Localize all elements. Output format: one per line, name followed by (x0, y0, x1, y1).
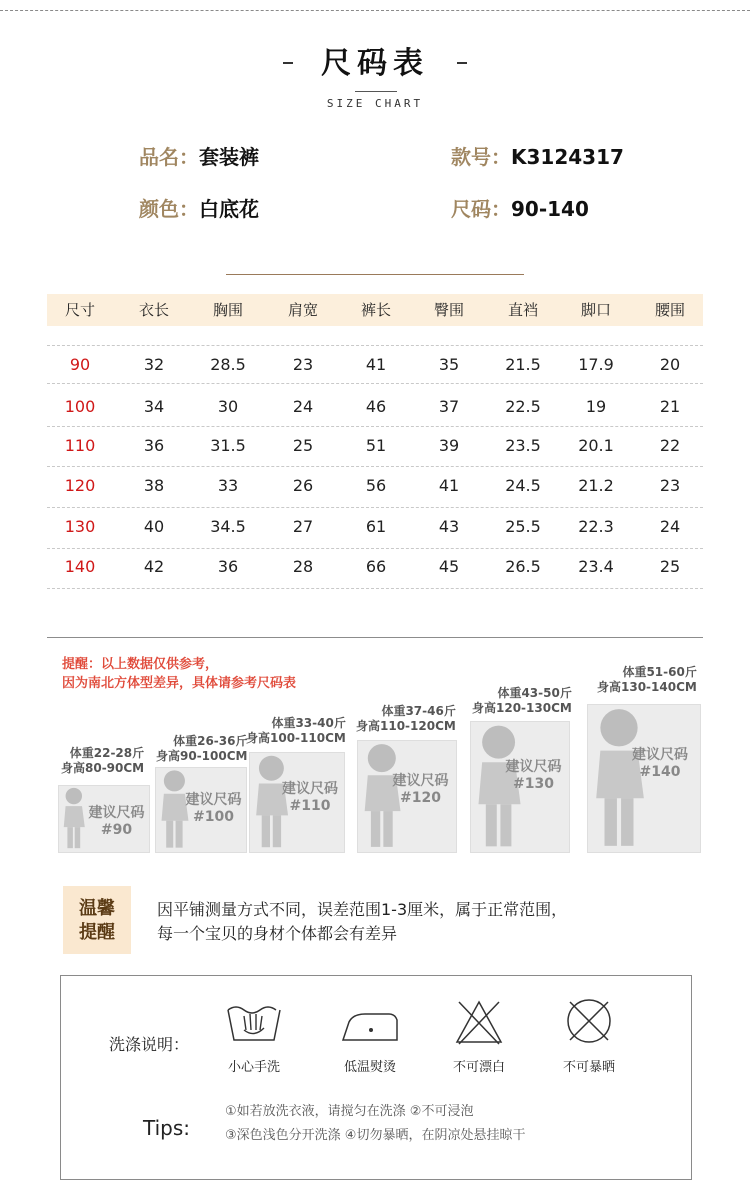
product-size-range (451, 195, 589, 223)
product-code-key: 款号： (451, 145, 511, 169)
kid-stats (356, 704, 456, 734)
table-cell: 23 (292, 355, 314, 374)
header-waist: 腰围 (654, 301, 685, 319)
kid-height: 身高100-110CM (246, 731, 346, 745)
suggested-size-value: #120 (400, 790, 441, 806)
table-cell: 26 (292, 476, 314, 495)
kid-size-card (470, 721, 570, 853)
table-cell: 28.5 (210, 355, 246, 374)
table-cell: 27 (292, 517, 314, 536)
header-hem: 脚口 (580, 301, 611, 319)
hand-wash-icon (224, 1002, 284, 1044)
title-underline (355, 91, 397, 92)
suggested-size-label (274, 781, 346, 815)
table-cell: 35 (438, 355, 460, 374)
table-cell: 23 (659, 476, 681, 495)
table-row-divider (47, 466, 703, 467)
table-cell: 45 (438, 557, 460, 576)
suggested-size-text: 建议尺码 (505, 759, 562, 775)
table-cell: 21.2 (578, 476, 614, 495)
kid-weight: 体重37-46斤 (381, 704, 456, 718)
suggested-size-label (179, 792, 248, 826)
suggested-size-text: 建议尺码 (88, 805, 145, 821)
table-size-cell: 140 (64, 557, 96, 576)
table-row-divider (47, 507, 703, 508)
header-chest: 胸围 (212, 301, 243, 319)
product-code-value: K3124317 (511, 145, 624, 169)
tip-badge-line-2: 提醒 (79, 922, 115, 943)
suggested-size-label (496, 759, 571, 793)
suggested-size-value: #90 (100, 822, 133, 838)
table-size-cell: 100 (64, 397, 96, 416)
product-color-value: 白底花 (199, 197, 259, 221)
kid-weight: 体重43-50斤 (497, 686, 572, 700)
table-cell: 37 (438, 397, 460, 416)
tip-badge (63, 886, 131, 954)
table-cell: 17.9 (578, 355, 614, 374)
table-cell: 38 (143, 476, 165, 495)
table-cell: 32 (143, 355, 165, 374)
table-cell: 22.3 (578, 517, 614, 536)
kid-weight: 体重22-28斤 (69, 746, 145, 760)
kid-height: 身高110-120CM (356, 719, 456, 733)
care-label: 洗涤说明： (109, 1035, 190, 1054)
table-cell: 19 (585, 397, 607, 416)
tip-line-1: 因平铺测量方式不同，误差范围1-3厘米，属于正常范围， (157, 900, 568, 919)
table-cell: 56 (365, 476, 387, 495)
product-name (139, 143, 259, 171)
size-table-header (47, 294, 703, 326)
table-cell: 51 (365, 436, 387, 455)
info-divider (226, 274, 524, 275)
product-size-value: 90-140 (511, 197, 589, 221)
kid-height: 身高120-130CM (472, 701, 572, 715)
table-cell: 22.5 (505, 397, 541, 416)
table-cell: 26.5 (505, 557, 541, 576)
table-cell: 24.5 (505, 476, 541, 495)
reminder-text (62, 655, 296, 693)
kid-height: 身高90-100CM (156, 749, 248, 763)
kid-weight: 体重33-40斤 (271, 716, 346, 730)
product-color-key: 颜色： (139, 197, 199, 221)
suggested-size-label (383, 773, 458, 807)
tips-label: Tips: (143, 1116, 191, 1140)
kid-weight: 体重26-36斤 (173, 734, 248, 748)
kid-stats (156, 734, 247, 764)
table-cell: 42 (143, 557, 165, 576)
title-dash-right (457, 62, 467, 64)
mid-divider (47, 637, 703, 638)
tip-badge-line-1: 温馨 (79, 898, 115, 919)
kid-size-card (155, 767, 247, 853)
kid-stats (246, 716, 346, 746)
table-row-divider (47, 588, 703, 589)
care-tip-2: ③深色浅色分开洗涤 ④切勿暴晒，在阴凉处悬挂晾干 (225, 1128, 526, 1143)
table-cell: 34 (143, 397, 165, 416)
table-cell: 21.5 (505, 355, 541, 374)
suggested-size-text: 建议尺码 (282, 781, 338, 797)
header-size: 尺寸 (64, 301, 95, 319)
header-rise: 直裆 (507, 301, 538, 319)
kid-height: 身高80-90CM (61, 761, 145, 775)
table-cell: 36 (217, 557, 239, 576)
product-name-key: 品名： (139, 145, 199, 169)
product-color (139, 195, 259, 223)
kid-stats (597, 665, 697, 695)
header-shoulder: 肩宽 (287, 301, 318, 319)
page-title: 尺码表 (321, 46, 429, 81)
low-iron-icon (339, 1008, 401, 1044)
table-cell: 22 (659, 436, 681, 455)
no-tumble-dry-icon (564, 996, 614, 1046)
no-bleach-icon (453, 998, 505, 1046)
table-cell: 33 (217, 476, 239, 495)
table-cell: 25.5 (505, 517, 541, 536)
table-cell: 31.5 (210, 436, 246, 455)
table-cell: 25 (659, 557, 681, 576)
table-cell: 20 (659, 355, 681, 374)
suggested-size-text: 建议尺码 (185, 792, 242, 808)
table-cell: 20.1 (578, 436, 614, 455)
table-cell: 23.4 (578, 557, 614, 576)
table-cell: 61 (365, 517, 387, 536)
suggested-size-value: #110 (289, 798, 331, 814)
tip-line-2: 每一个宝贝的身材个体都会有差异 (157, 924, 398, 943)
suggested-size-text: 建议尺码 (632, 747, 688, 763)
table-cell: 24 (292, 397, 314, 416)
table-size-cell: 90 (69, 355, 91, 374)
table-cell: 43 (438, 517, 460, 536)
kid-size-card (58, 785, 150, 853)
table-cell: 40 (143, 517, 165, 536)
kid-size-card (587, 704, 701, 853)
table-cell: 46 (365, 397, 387, 416)
table-cell: 39 (438, 436, 460, 455)
header-hip: 臀围 (433, 301, 464, 319)
product-name-value: 套装裤 (199, 145, 259, 169)
kid-weight: 体重51-60斤 (622, 665, 697, 679)
table-row-divider (47, 383, 703, 384)
suggested-size-value: #140 (639, 764, 681, 780)
table-row-divider (47, 426, 703, 427)
title-dash-left (283, 62, 293, 64)
table-cell: 21 (659, 397, 681, 416)
suggested-size-value: #130 (513, 776, 554, 792)
table-cell: 34.5 (210, 517, 246, 536)
table-size-cell: 110 (64, 436, 96, 455)
hand-wash-caption: 小心手洗 (227, 1060, 280, 1075)
suggested-size-value: #100 (193, 809, 234, 825)
table-cell: 36 (143, 436, 165, 455)
table-cell: 66 (365, 557, 387, 576)
table-size-cell: 130 (64, 517, 96, 536)
table-cell: 24 (659, 517, 681, 536)
header-pant-length: 裤长 (360, 301, 391, 319)
reminder-line-1: 提醒：以上数据仅供参考， (62, 657, 219, 672)
table-cell: 23.5 (505, 436, 541, 455)
kid-height: 身高130-140CM (597, 680, 697, 694)
table-size-cell: 120 (64, 476, 96, 495)
table-cell: 30 (217, 397, 239, 416)
suggested-size-text: 建议尺码 (392, 773, 449, 789)
suggested-size-label (82, 805, 151, 839)
no-bleach-caption: 不可漂白 (452, 1060, 505, 1075)
table-cell: 25 (292, 436, 314, 455)
no-tumble-dry-caption: 不可暴晒 (562, 1060, 615, 1075)
low-iron-caption: 低温熨烫 (343, 1060, 396, 1075)
header-length: 衣长 (138, 301, 169, 319)
table-row-divider (47, 548, 703, 549)
table-cell: 41 (365, 355, 387, 374)
care-instructions-box (60, 975, 692, 1180)
product-code (451, 143, 624, 171)
reminder-line-2: 因为南北方体型差异，具体请参考尺码表 (62, 676, 297, 691)
table-cell: 41 (438, 476, 460, 495)
kid-stats (472, 686, 572, 716)
suggested-size-label (617, 747, 703, 781)
table-cell: 28 (292, 557, 314, 576)
kid-size-card (357, 740, 457, 853)
page-subtitle: SIZE CHART (326, 97, 424, 110)
kid-size-card (249, 752, 345, 853)
table-row-divider (47, 345, 703, 346)
page-title-row (0, 44, 750, 84)
kid-stats (61, 746, 144, 776)
care-tip-1: ①如若放洗衣液，请搅匀在洗涤 ②不可浸泡 (225, 1104, 474, 1119)
product-size-key: 尺码： (451, 197, 511, 221)
top-dashed-divider (0, 10, 750, 11)
